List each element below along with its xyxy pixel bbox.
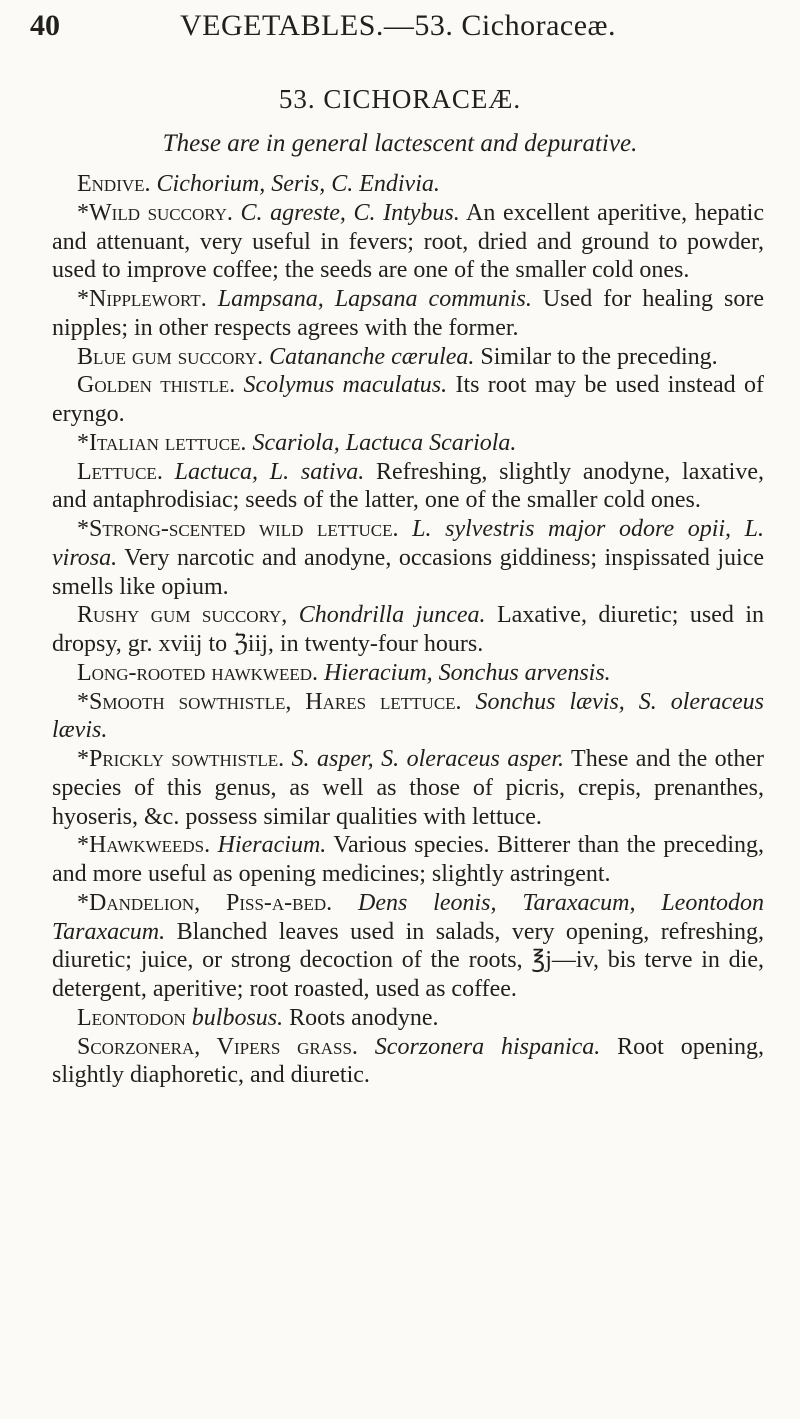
list-item bbox=[52, 458, 764, 516]
entry-description: These and the other species of this genus, as well as those of picris, crepis, prenanthes, hyoseris, &c. possess similar qualities with lettuce. bbox=[52, 746, 764, 830]
entry-latin-name: Dens leonis, Taraxacum, Leontodon Taraxacum. bbox=[52, 889, 764, 945]
entry-name: Lettuce. bbox=[77, 458, 163, 485]
entry-name: *Nipplewort. bbox=[77, 286, 207, 312]
entry-latin-name: Cichorium, Seris, C. Endivia. bbox=[156, 171, 440, 197]
list-item bbox=[52, 601, 764, 659]
list-item bbox=[52, 831, 764, 889]
entry-description: Laxative, diuretic; used in dropsy, gr. xviij to ℨiij, in twenty-four hours. bbox=[52, 602, 764, 657]
section-intro: These are in general lactescent and depurative. bbox=[162, 130, 638, 157]
entry-description: Similar to the preceding. bbox=[480, 343, 718, 370]
entry-name: Scorzonera, Vipers grass. bbox=[77, 1033, 358, 1060]
list-item bbox=[52, 1004, 764, 1033]
entry-description: Various species. Bitterer than the preceding, and more useful as opening medicines; slightly astringent. bbox=[52, 832, 764, 887]
entry-latin-name: S. asper, S. oleraceus asper. bbox=[291, 746, 565, 772]
entry-list bbox=[52, 170, 764, 1090]
entry-description: Very narcotic and anodyne, occasions giddiness; inspissated juice smells like opium. bbox=[52, 544, 764, 600]
entry-latin-name: Lampsana, Lapsana communis. bbox=[217, 286, 532, 312]
list-item bbox=[52, 343, 764, 372]
entry-description: An excellent aperitive, hepatic and attenuant, very useful in fevers; root, dried and ground to powder, used to improve coffee; the seeds are one of the smaller cold ones. bbox=[52, 199, 764, 284]
entry-name: Golden thistle. bbox=[77, 372, 236, 399]
list-item bbox=[52, 659, 764, 688]
list-item bbox=[52, 889, 764, 1004]
entry-latin-name: Lactuca, L. sativa. bbox=[174, 458, 365, 485]
list-item bbox=[52, 745, 764, 831]
list-item bbox=[52, 199, 764, 285]
section-title: 53. CICHORACEÆ. bbox=[278, 84, 522, 114]
entry-latin-name: C. agreste, C. Intybus. bbox=[240, 199, 460, 226]
list-item bbox=[52, 371, 764, 429]
entry-description: Roots anodyne. bbox=[289, 1004, 439, 1031]
entry-latin-name: Chondrilla juncea. bbox=[298, 602, 486, 629]
entry-name: *Smooth sowthistle, Hares lettuce. bbox=[77, 688, 462, 715]
list-item bbox=[52, 170, 764, 199]
entry-latin-name: L. sylvestris major odore opii, L. virosa. bbox=[52, 516, 765, 571]
entry-description: Its root may be used instead of eryngo. bbox=[52, 372, 764, 427]
entry-description: Root opening, slightly diaphoretic, and diuretic. bbox=[52, 1033, 765, 1089]
running-head bbox=[30, 4, 770, 48]
entry-latin-name: Catananche cærulea. bbox=[269, 343, 475, 370]
entry-name: *Dandelion, Piss-a-bed. bbox=[77, 889, 333, 916]
entry-description: Used for healing sore nipples; in other respects agrees with the former. bbox=[52, 286, 764, 341]
entry-name: *Strong-scented wild lettuce. bbox=[77, 516, 399, 542]
list-item bbox=[52, 285, 764, 343]
entry-latin-name: Scolymus maculatus. bbox=[243, 372, 448, 399]
entry-description: Refreshing, slightly anodyne, laxative, and antaphrodisiac; seeds of the latter, one of the smaller cold ones. bbox=[52, 458, 764, 514]
list-item bbox=[52, 688, 764, 746]
entry-name: Leontodon bbox=[77, 1004, 186, 1031]
list-item bbox=[52, 515, 764, 601]
entry-name: Long-rooted hawkweed. bbox=[77, 659, 319, 686]
entry-name: *Prickly sowthistle. bbox=[77, 746, 285, 772]
entry-name: Blue gum succory. bbox=[77, 343, 264, 370]
entry-latin-name: bulbosus. bbox=[191, 1004, 284, 1031]
entry-latin-name: Hieracium, Sonchus arvensis. bbox=[324, 659, 611, 686]
entry-name: *Hawkweeds. bbox=[77, 832, 211, 859]
entry-description: Blanched leaves used in salads, very opening, refreshing, diuretic; juice, or strong decoction of the roots, ℥j—iv, bis terve in die, detergent, aperitive; root roasted, used as coffee. bbox=[52, 918, 764, 1002]
list-item bbox=[52, 1033, 764, 1091]
entry-latin-name: Hieracium. bbox=[217, 832, 327, 859]
entry-name: *Wild succory. bbox=[77, 199, 233, 226]
entry-name: Rushy gum succory, bbox=[77, 602, 288, 629]
running-head-title: VEGETABLES.—53. Cichoraceæ. bbox=[180, 9, 617, 42]
entry-name: *Italian lettuce. bbox=[77, 429, 247, 456]
entry-latin-name: Scorzonera hispanica. bbox=[374, 1033, 601, 1060]
page-number: 40 bbox=[30, 9, 60, 42]
entry-latin-name: Scariola, Lactuca Scariola. bbox=[252, 429, 517, 456]
entry-name: Endive. bbox=[77, 171, 151, 197]
list-item bbox=[52, 429, 764, 458]
entry-latin-name: Sonchus lævis, S. oleraceus lævis. bbox=[52, 688, 764, 744]
